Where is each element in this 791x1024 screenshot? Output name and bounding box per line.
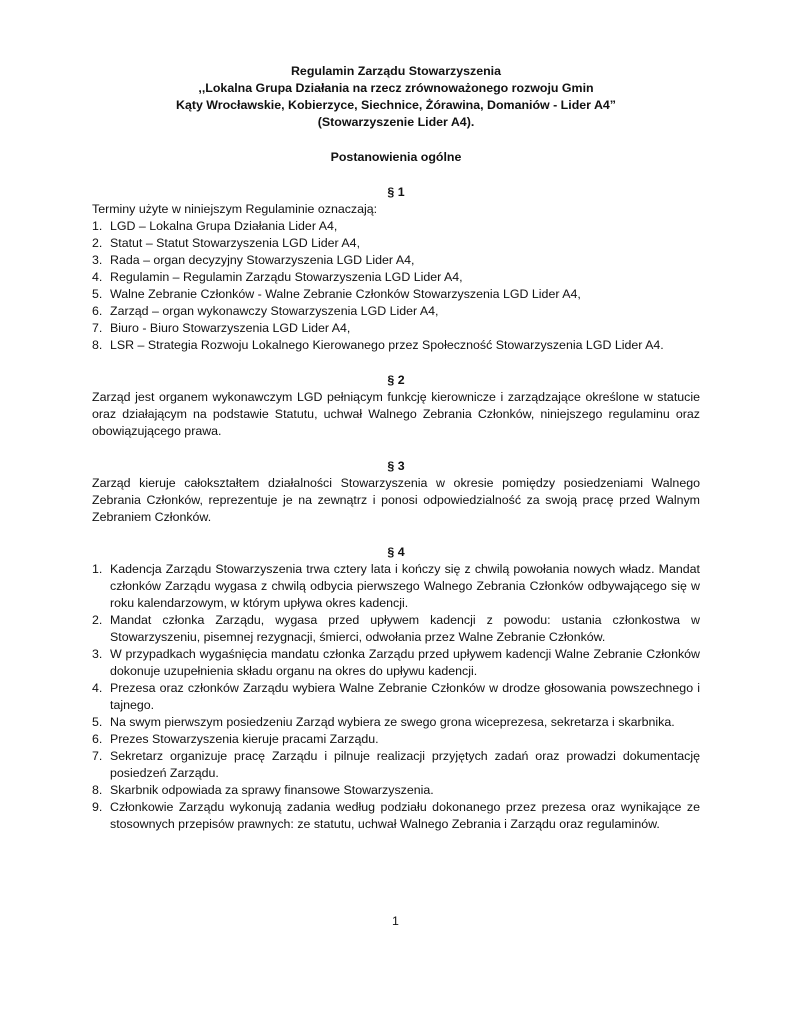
item-number: 2. (92, 236, 103, 250)
item-number: 2. (92, 613, 103, 627)
list-item (92, 646, 700, 680)
item-text: Prezes Stowarzyszenia kieruje pracami Zarządu. (110, 732, 379, 746)
list-item (92, 731, 700, 748)
item-text: Rada – organ decyzyjny Stowarzyszenia LGD Lider A4, (110, 253, 415, 267)
item-text: Sekretarz organizuje pracę Zarządu i pilnuje realizacji przyjętych zadań oraz prowadzi dokumentację posiedzeń Zarządu. (110, 749, 700, 780)
item-text: Statut – Statut Stowarzyszenia LGD Lider A4, (110, 236, 361, 250)
list-item (92, 286, 700, 303)
item-text: Skarbnik odpowiada za sprawy finansowe Stowarzyszenia. (110, 783, 434, 797)
item-text: LSR – Strategia Rozwoju Lokalnego Kierowanego przez Społeczność Stowarzyszenia LGD Lider A4. (110, 338, 664, 352)
list-item (92, 680, 700, 714)
section-3-paragraph: Zarząd kieruje całokształtem działalności Stowarzyszenia w okresie pomiędzy posiedzeniami Walnego Zebrania Członków, reprezentuje je na zewnątrz i ponosi odpowiedzialność za swoją pracę przed Walnym Zebraniem Członków. (92, 476, 700, 524)
section-2-paragraph: Zarząd jest organem wykonawczym LGD pełniącym funkcję kierownicze i zarządzające określone w statucie oraz działającym na podstawie Statutu, uchwał Walnego Zebrania Członków, niniejszego regulaminu oraz obowiązującego prawa. (92, 390, 700, 438)
item-number: 5. (92, 287, 103, 301)
list-item (92, 235, 700, 252)
item-number: 6. (92, 304, 103, 318)
item-number: 9. (92, 800, 103, 814)
list-item (92, 320, 700, 337)
list-item (92, 561, 700, 612)
document-title (92, 63, 700, 131)
section-4-list (92, 561, 700, 833)
item-text: Mandat członka Zarządu, wygasa przed upływem kadencji z powodu: ustania członkostwa w Stowarzyszeniu, pisemnej rezygnacji, śmierci, odwołania przez Walne Zebranie Członków. (110, 613, 700, 644)
section-1-intro: Terminy użyte w niniejszym Regulaminie oznaczają: (92, 202, 378, 216)
list-item (92, 303, 700, 320)
list-item (92, 218, 700, 235)
list-item (92, 748, 700, 782)
document-content (92, 63, 700, 833)
item-number: 4. (92, 270, 103, 284)
title-line: (Stowarzyszenie Lider A4). (317, 115, 475, 129)
item-number: 6. (92, 732, 103, 746)
item-text: Regulamin – Regulamin Zarządu Stowarzyszenia LGD Lider A4, (110, 270, 463, 284)
page-number: 1 (392, 914, 399, 928)
item-text: Biuro - Biuro Stowarzyszenia LGD Lider A4, (110, 321, 351, 335)
list-item (92, 252, 700, 269)
item-number: 7. (92, 749, 103, 763)
list-item (92, 799, 700, 833)
title-line: Regulamin Zarządu Stowarzyszenia (290, 64, 501, 78)
item-text: Zarząd – organ wykonawczy Stowarzyszenia LGD Lider A4, (110, 304, 439, 318)
item-text: Członkowie Zarządu wykonują zadania według podziału dokonanego przez prezesa oraz wynikające ze stosownych przepisów prawnych: ze statutu, uchwał Walnego Zebrania i Zarządu oraz regulaminów. (110, 800, 700, 831)
item-number: 8. (92, 338, 103, 352)
item-number: 4. (92, 681, 103, 695)
item-text: Na swym pierwszym posiedzeniu Zarząd wybiera ze swego grona wiceprezesa, sekretarza i skarbnika. (110, 715, 675, 729)
item-number: 7. (92, 321, 103, 335)
title-line: Kąty Wrocławskie, Kobierzyce, Siechnice, Żórawina, Domaniów - Lider A4” (176, 98, 616, 112)
section-1-heading: § 1 (387, 185, 405, 199)
item-text: Walne Zebranie Członków - Walne Zebranie Członków Stowarzyszenia LGD Lider A4, (110, 287, 581, 301)
item-number: 3. (92, 647, 103, 661)
item-text: LGD – Lokalna Grupa Działania Lider A4, (110, 219, 338, 233)
item-number: 5. (92, 715, 103, 729)
item-number: 8. (92, 783, 103, 797)
list-item (92, 612, 700, 646)
list-item (92, 337, 700, 354)
section-4-heading: § 4 (387, 545, 405, 559)
list-item (92, 269, 700, 286)
item-number: 3. (92, 253, 103, 267)
terms-list (92, 218, 700, 354)
section-2-heading: § 2 (387, 373, 405, 387)
list-item (92, 782, 700, 799)
subtitle-general-provisions: Postanowienia ogólne (330, 150, 462, 164)
item-number: 1. (92, 562, 103, 576)
item-number: 1. (92, 219, 103, 233)
title-line: ,,Lokalna Grupa Działania na rzecz zrównoważonego rozwoju Gmin (198, 81, 594, 95)
list-item (92, 714, 700, 731)
section-3-heading: § 3 (387, 459, 405, 473)
item-text: W przypadkach wygaśnięcia mandatu członka Zarządu przed upływem kadencji Walne Zebranie Członków dokonuje uzupełnienia składu organu na okres do upływu kadencji. (110, 647, 700, 678)
item-text: Kadencja Zarządu Stowarzyszenia trwa cztery lata i kończy się z chwilą powołania nowych władz. Mandat członków Zarządu wygasa z chwilą odbycia pierwszego Walnego Zebrania Członków odbywającego się w roku kalendarzowym, w którym upływa okres kadencji. (110, 562, 700, 610)
item-text: Prezesa oraz członków Zarządu wybiera Walne Zebranie Członków w drodze głosowania powszechnego i tajnego. (110, 681, 700, 712)
